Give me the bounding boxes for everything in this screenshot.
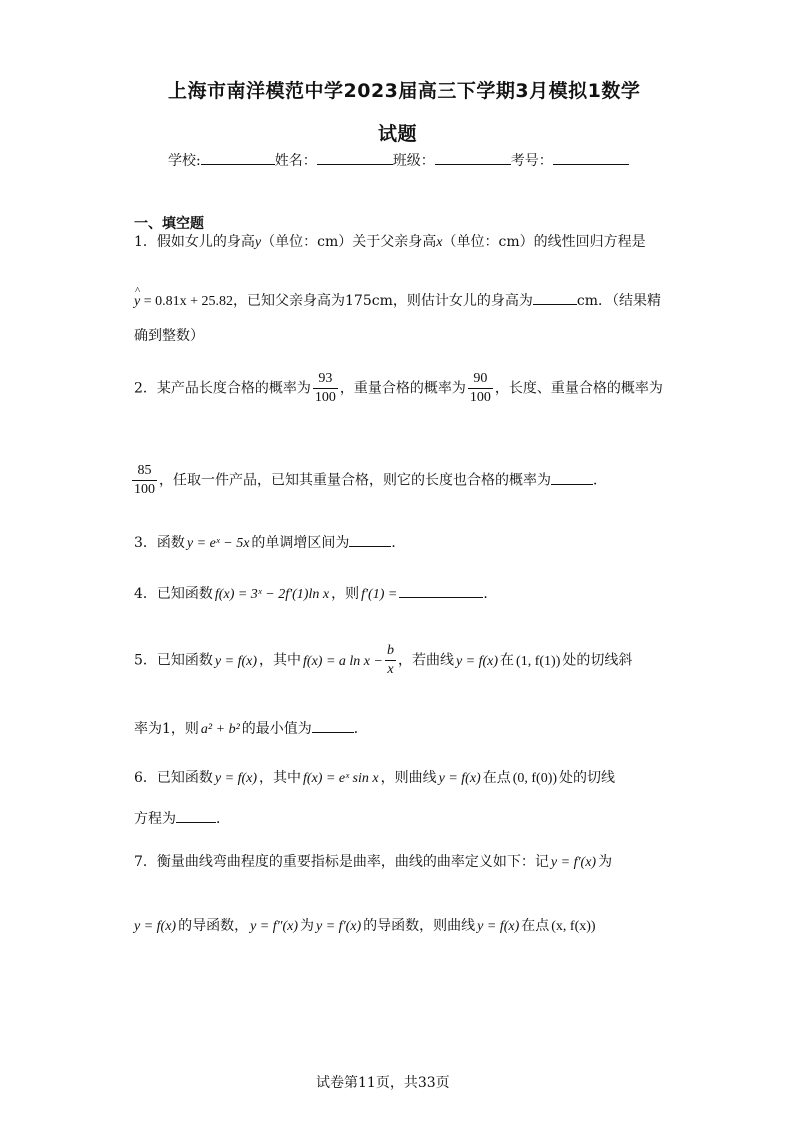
question-text: 假如女儿的身高 <box>156 234 255 250</box>
question-3 <box>134 532 405 554</box>
math-expression: y = eˣ − 5x <box>186 536 250 551</box>
math-expression: y = f(x) <box>455 653 499 669</box>
math-expression: f′(1) = <box>361 587 398 602</box>
math-yhat: ^ y <box>134 292 140 312</box>
field-id-blank[interactable] <box>553 150 629 165</box>
question-2-line1 <box>134 370 663 407</box>
question-text: 为 <box>300 918 315 934</box>
question-text: 的导函数， <box>178 918 249 934</box>
question-text: 已知函数 <box>156 770 213 786</box>
question-text: 处的切线斜 <box>562 652 633 669</box>
answer-blank[interactable] <box>551 470 593 485</box>
question-text: 处的切线 <box>559 770 616 786</box>
fraction-denominator: 100 <box>134 482 155 497</box>
math-expression: y = f(x) <box>214 653 258 669</box>
question-7-line1 <box>134 852 612 873</box>
question-text: 已知函数 <box>156 586 213 602</box>
math-expression: f(x) = 3ˣ − 2f′(1)ln x <box>214 587 330 602</box>
question-6-line2 <box>134 808 230 829</box>
question-text: 的单调增区间为 <box>251 535 350 551</box>
fraction-numerator: b <box>386 643 394 658</box>
question-text: ，长度、重量合格的概率为 <box>494 380 663 397</box>
math-var: x <box>436 235 443 250</box>
question-2-line2 <box>130 462 607 499</box>
section-title: 一、填空题 <box>134 216 204 232</box>
field-class-blank[interactable] <box>435 150 511 165</box>
question-text: 的最小值为 <box>241 721 312 737</box>
question-text: 在点 <box>521 918 550 934</box>
question-text: 在点 <box>482 770 511 786</box>
math-expression: f(x) = a ln x − <box>303 653 383 669</box>
math-expression: y = f(x) <box>477 919 520 934</box>
question-text: ，其中 <box>259 770 302 786</box>
question-text: 衡量曲线弯曲程度的重要指标是曲率，曲线的曲率定义如下：记 <box>156 854 549 870</box>
question-text: 率为1，则 <box>134 721 199 737</box>
page-title-line2: 试题 <box>378 123 418 145</box>
field-id-label: 考号： <box>510 153 553 169</box>
question-text: ，则曲线 <box>380 770 437 786</box>
question-6-line1 <box>134 768 615 789</box>
fraction-numerator: 90 <box>473 371 488 386</box>
question-7-line2 <box>134 916 596 937</box>
question-text: （单位：cm）的线性回归方程是 <box>442 234 646 250</box>
math-expression: (x, f(x)) <box>551 919 596 934</box>
question-1-line3: 确到整数） <box>134 328 204 344</box>
question-number: 1． <box>134 234 157 250</box>
question-number: 3． <box>134 535 157 551</box>
question-text: ，已知父亲身高为175cm，则估计女儿的身高为 <box>233 293 533 309</box>
question-text: 某产品长度合格的概率为 <box>156 380 311 397</box>
answer-blank[interactable] <box>349 532 391 547</box>
question-text: ． <box>593 472 607 489</box>
question-text: 为 <box>598 854 613 870</box>
question-text: 的导函数，则曲线 <box>363 918 476 934</box>
question-text: （单位：cm）关于父亲身高 <box>261 234 437 250</box>
question-text: ． <box>391 535 406 551</box>
question-text: ． <box>216 811 230 827</box>
fraction-numerator: 85 <box>137 463 152 478</box>
question-text: 已知函数 <box>156 652 213 669</box>
fraction-denominator: 100 <box>314 390 336 405</box>
math-expression: a² + b² <box>200 722 240 737</box>
question-number: 7． <box>134 854 157 870</box>
math-expression: f(x) = eˣ sin x <box>303 771 379 786</box>
math-expression: y = f(x) <box>134 919 177 934</box>
page-footer: 试卷第11页，共33页 <box>316 1075 450 1091</box>
fraction-denominator: 100 <box>469 390 491 405</box>
math-expression: y = f(x) <box>214 771 258 786</box>
info-fields <box>168 150 629 171</box>
question-text: ，若曲线 <box>397 652 454 669</box>
math-var: y <box>254 235 262 250</box>
field-name-label: 姓名： <box>274 153 317 169</box>
math-expression: (1, f(1)) <box>516 653 561 669</box>
question-text: ，其中 <box>259 652 302 669</box>
question-number: 2． <box>134 380 157 397</box>
question-text: 在 <box>500 652 515 669</box>
math-expression: y = f′(x) <box>550 855 597 870</box>
fraction <box>468 370 493 407</box>
field-class-label: 班级： <box>392 153 435 169</box>
field-school-label: 学校: <box>168 153 201 169</box>
field-school-blank[interactable] <box>201 150 275 165</box>
fraction <box>132 462 157 499</box>
question-5-line2 <box>134 718 368 740</box>
page-title-line1: 上海市南洋模范中学2023届高三下学期3月模拟1数学 <box>168 80 641 102</box>
answer-blank[interactable] <box>176 808 216 823</box>
question-text: ． <box>483 586 498 602</box>
question-5-line1 <box>134 642 632 679</box>
math-expression: y = f″(x) <box>250 919 299 934</box>
answer-blank[interactable] <box>399 583 483 598</box>
question-text: ，任取一件产品，已知其重量合格，则它的长度也合格的概率为 <box>159 472 551 489</box>
question-text: ，重量合格的概率为 <box>339 380 466 397</box>
question-text: ，则 <box>331 586 360 602</box>
fraction <box>385 642 396 679</box>
fraction <box>313 370 338 407</box>
question-4 <box>134 583 497 605</box>
answer-blank[interactable] <box>312 718 354 733</box>
question-number: 6． <box>134 770 157 786</box>
answer-blank[interactable] <box>533 290 577 305</box>
question-text: ． <box>353 721 368 737</box>
question-text: cm．（结果精 <box>576 293 661 309</box>
fraction-denominator: x <box>385 660 396 679</box>
question-1-line2 <box>134 290 661 312</box>
question-1-line1 <box>134 232 646 253</box>
question-text: 函数 <box>156 535 185 551</box>
math-expression: = 0.81x + 25.82 <box>140 294 234 309</box>
math-expression: y = f′(x) <box>316 919 362 934</box>
math-expression: y = f(x) <box>438 771 481 786</box>
question-text: 方程为 <box>134 811 176 827</box>
math-expression: (0, f(0)) <box>512 771 558 786</box>
question-number: 4． <box>134 586 157 602</box>
field-name-blank[interactable] <box>317 150 393 165</box>
fraction-numerator: 93 <box>318 371 333 386</box>
question-number: 5． <box>134 652 157 669</box>
